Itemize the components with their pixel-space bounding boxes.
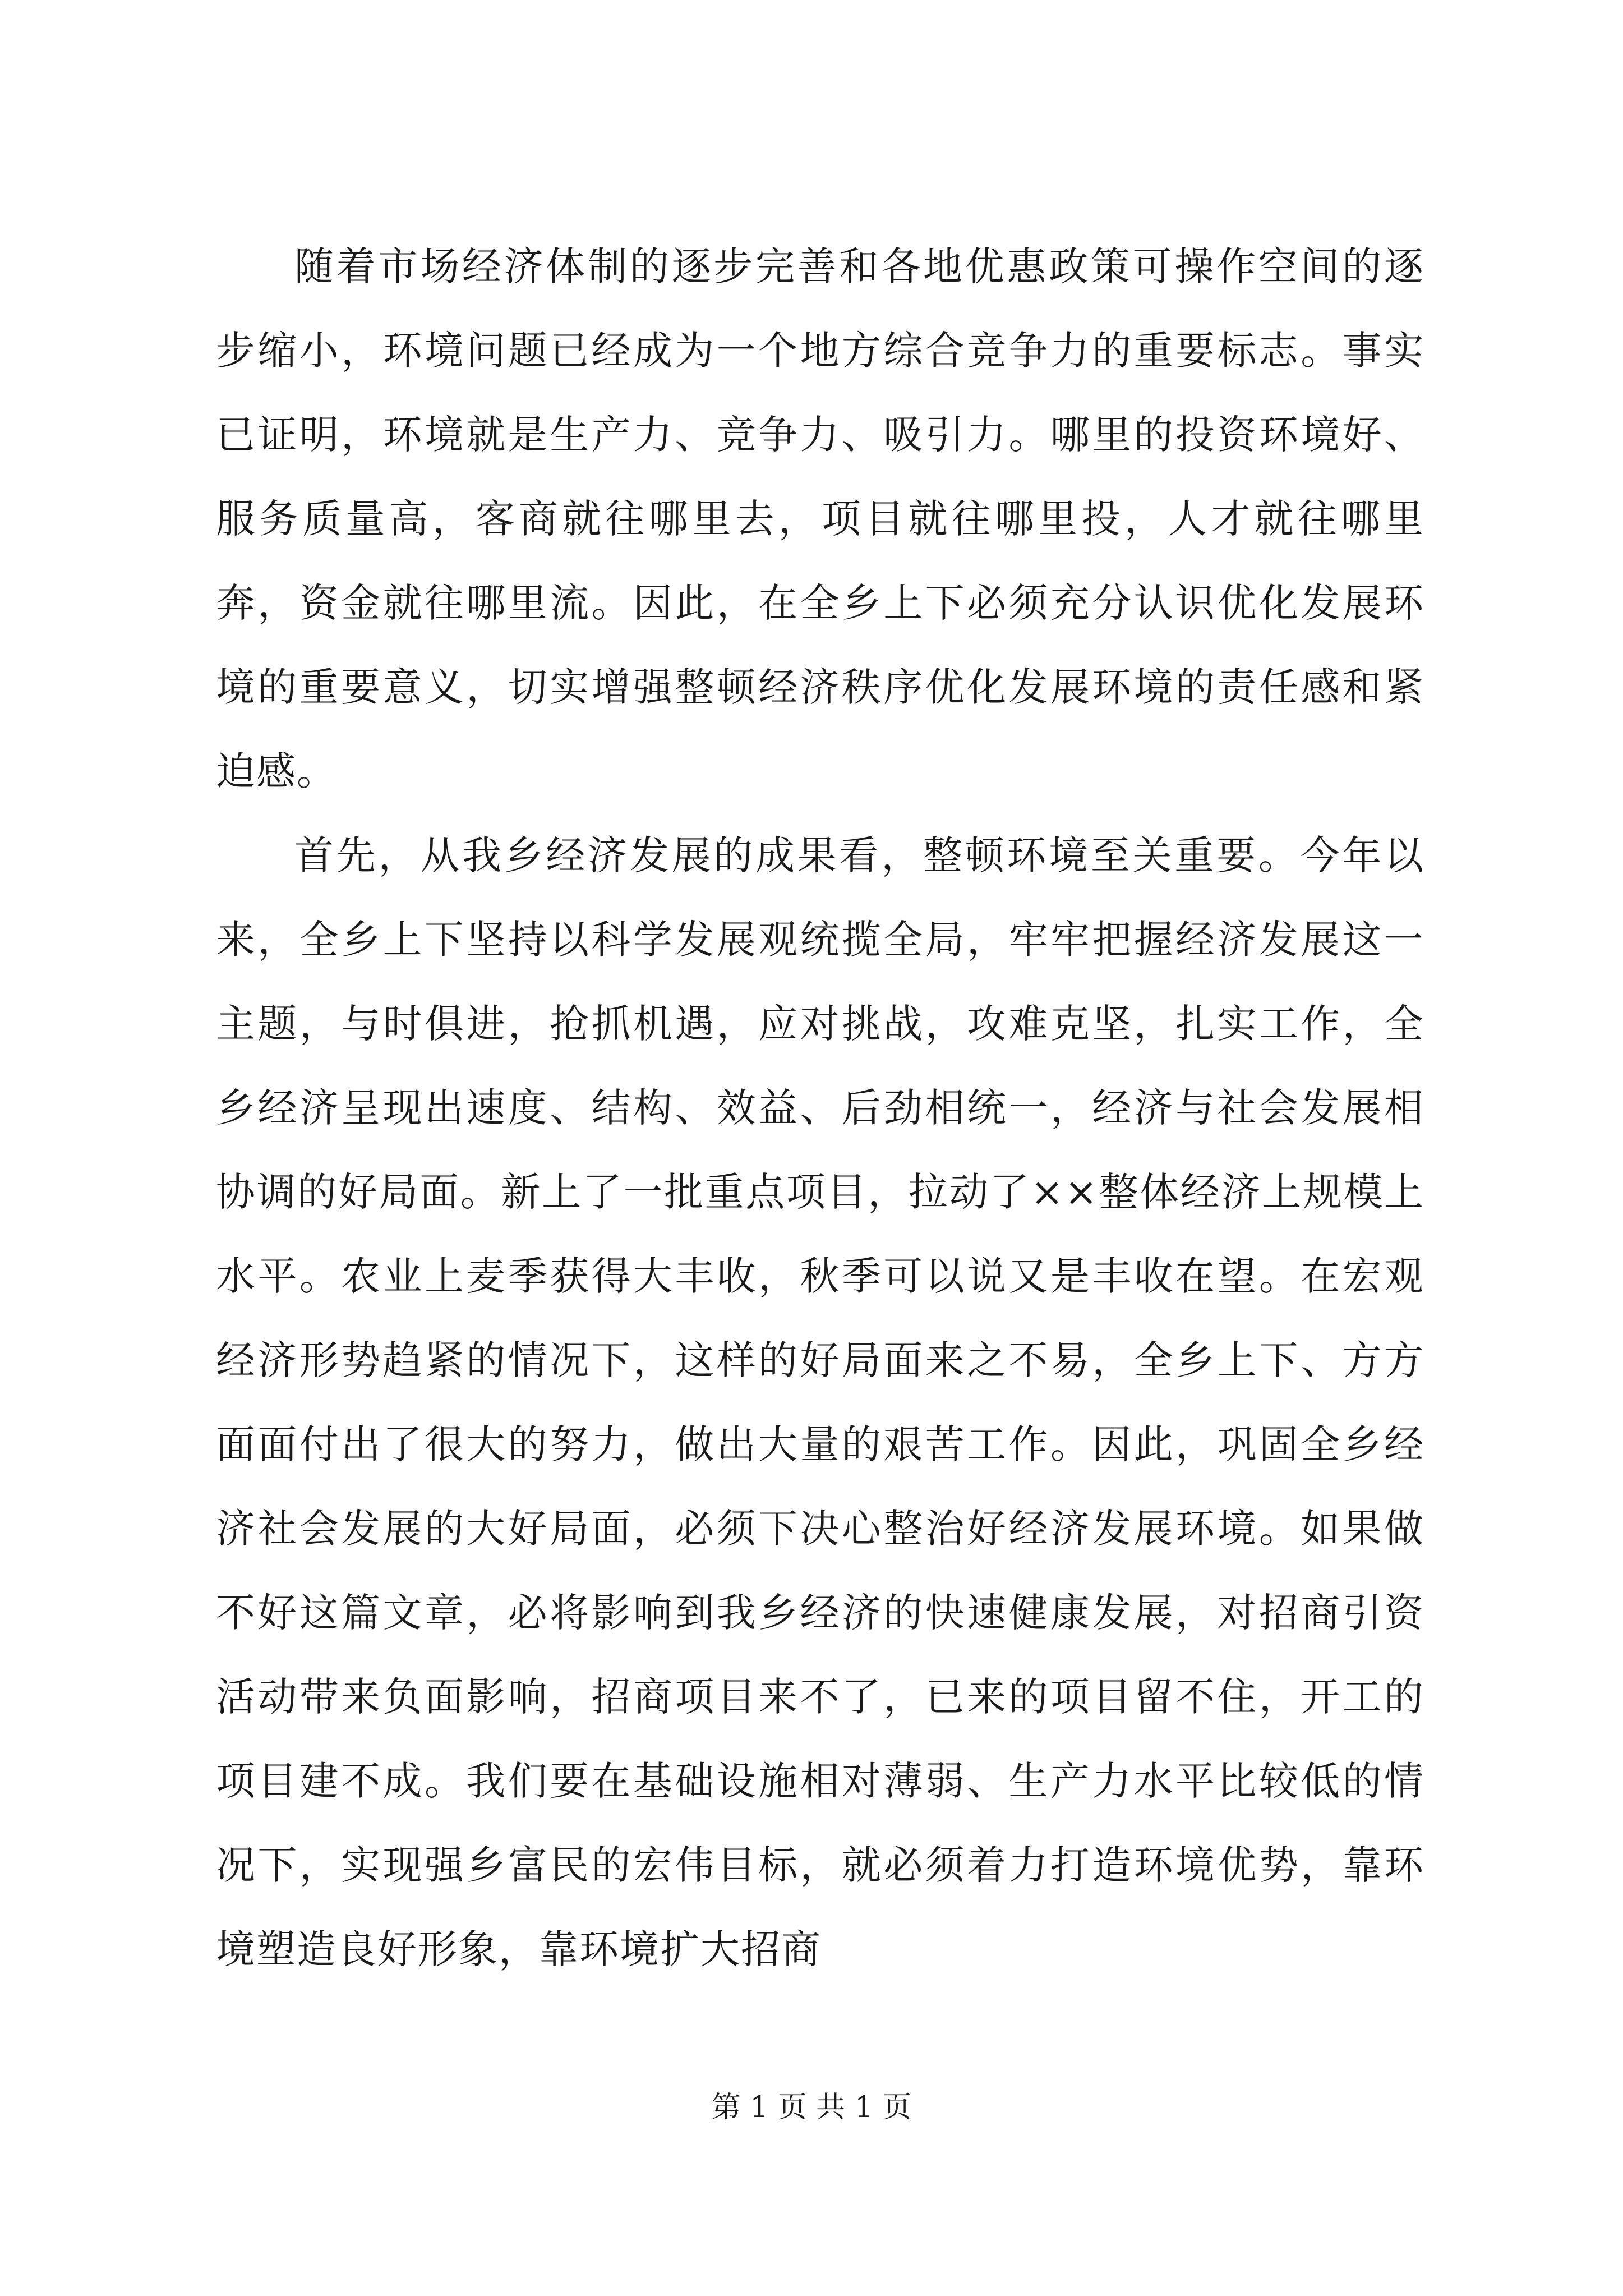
document-body — [216, 224, 1424, 1991]
paragraph-2: 首先，从我乡经济发展的成果看，整顿环境至关重要。今年以来，全乡上下坚持以科学发展观统揽全局，牢牢把握经济发展这一主题，与时俱进，抢抓机遇，应对挑战，攻难克坚，扎实工作，全乡经济呈现出速度、结构、效益、后劲相统一，经济与社会发展相协调的好局面。新上了一批重点项目，拉动了××整体经济上规模上水平。农业上麦季获得大丰收，秋季可以说又是丰收在望。在宏观经济形势趋紧的情况下，这样的好局面来之不易，全乡上下、方方面面付出了很大的努力，做出大量的艰苦工作。因此，巩固全乡经济社会发展的大好局面，必须下决心整治好经济发展环境。如果做不好这篇文章，必将影响到我乡经济的快速健康发展，对招商引资活动带来负面影响，招商项目来不了，已来的项目留不住，开工的项目建不成。我们要在基础设施相对薄弱、生产力水平比较低的情况下，实现强乡富民的宏伟目标，就必须着力打造环境优势，靠环境塑造良好形象，靠环境扩大招商 — [216, 832, 1424, 1972]
page-footer: 第 1 页 共 1 页 — [711, 2091, 912, 2124]
paragraph-1: 随着市场经济体制的逐步完善和各地优惠政策可操作空间的逐步缩小，环境问题已经成为一个地方综合竞争力的重要标志。事实已证明，环境就是生产力、竞争力、吸引力。哪里的投资环境好、服务质量高，客商就往哪里去，项目就往哪里投，人才就往哪里奔，资金就往哪里流。因此，在全乡上下必须充分认识优化发展环境的重要意义，切实增强整顿经济秩序优化发展环境的责任感和紧迫感。 — [216, 243, 1424, 794]
